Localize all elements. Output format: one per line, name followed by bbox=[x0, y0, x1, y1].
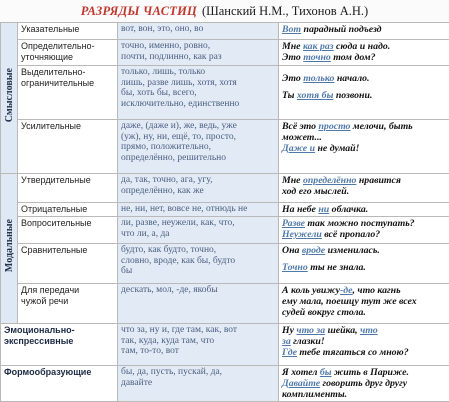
row-name: Указательные bbox=[18, 23, 118, 40]
row-name: Формообразующие bbox=[1, 366, 118, 402]
row-name: Усилительные bbox=[18, 120, 118, 174]
title-source: (Шанский Н.М., Тихонов А.Н.) bbox=[202, 4, 368, 19]
row-particles: вот, вон, это, оно, во bbox=[118, 23, 279, 40]
table-row bbox=[1, 174, 449, 203]
row-name: Определительно- уточняющие bbox=[18, 40, 118, 66]
row-example: Мне как раз сюда и надо. Это точно том дом? bbox=[279, 40, 449, 66]
table-row bbox=[1, 217, 449, 244]
row-name: Сравнительные bbox=[18, 244, 118, 284]
row-name: Отрицательные bbox=[18, 203, 118, 217]
row-particles: точно, именно, ровно, почти, подлинно, как раз bbox=[118, 40, 279, 66]
title-main: РАЗРЯДЫ ЧАСТИЦ bbox=[81, 4, 197, 19]
table-row bbox=[1, 40, 449, 66]
table-row bbox=[1, 366, 449, 402]
row-particles: даже, (даже и), же, ведь, уже (уж), ну, ни, ещё, то, просто, прямо, положительно, определённо, решительно bbox=[118, 120, 279, 174]
row-example: Это только начало. Ты хотя бы позвони. bbox=[279, 66, 449, 120]
table-row bbox=[1, 66, 449, 120]
row-example: Ну что за шейка, что за глазки! Где тебе тягаться со мною? bbox=[279, 324, 449, 366]
row-particles: что за, ну и, где там, как, вот так, куда, куда там, что там, то-то, вот bbox=[118, 324, 279, 366]
group-modal: Модальные bbox=[1, 174, 18, 324]
row-name: Эмоционально- экспрессивные bbox=[1, 324, 118, 366]
row-example: Она вроде изменилась. Точно ты не знала. bbox=[279, 244, 449, 284]
particles-table bbox=[0, 22, 449, 402]
table-row bbox=[1, 120, 449, 174]
row-particles: бы, да, пусть, пускай, да, давайте bbox=[118, 366, 279, 402]
row-particles: да, так, точно, ага, угу, определённо, как же bbox=[118, 174, 279, 203]
row-example: Мне определённо нравится ход его мыслей. bbox=[279, 174, 449, 203]
table-row bbox=[1, 284, 449, 324]
table-row bbox=[1, 244, 449, 284]
row-example: Я хотел бы жить в Париже. Давайте говорить друг другу комплименты. bbox=[279, 366, 449, 402]
row-example: Вот парадный подъезд bbox=[279, 23, 449, 40]
row-particles: только, лишь, только лишь, разве лишь, хотя, хотя бы, хоть бы, всего, исключительно, единственно bbox=[118, 66, 279, 120]
row-name: Выделительно- ограничительные bbox=[18, 66, 118, 120]
row-example: А коль увижу-де, что кагнь ему мала, поешцу тут же всех судей вокруг стола. bbox=[279, 284, 449, 324]
row-particles: дескать, мол, -де, якобы bbox=[118, 284, 279, 324]
row-example: Разве так можно поступать? Неужели всё пропало? bbox=[279, 217, 449, 244]
row-example: На небе ни облачка. bbox=[279, 203, 449, 217]
table-row bbox=[1, 23, 449, 40]
group-semantic: Смысловые bbox=[1, 23, 18, 174]
row-particles: не, ни, нет, вовсе не, отнюдь не bbox=[118, 203, 279, 217]
table-title bbox=[0, 0, 449, 23]
row-name: Для передачи чужой речи bbox=[18, 284, 118, 324]
row-name: Вопросительные bbox=[18, 217, 118, 244]
row-example: Всё это просто мелочи, быть может... Даже и не думай! bbox=[279, 120, 449, 174]
table-row bbox=[1, 324, 449, 366]
row-particles: будто, как будто, точно, словно, вроде, как бы, будто бы bbox=[118, 244, 279, 284]
table-row bbox=[1, 203, 449, 217]
row-name: Утвердительные bbox=[18, 174, 118, 203]
row-particles: ли, разве, неужели, как, что, что ли, а, да bbox=[118, 217, 279, 244]
